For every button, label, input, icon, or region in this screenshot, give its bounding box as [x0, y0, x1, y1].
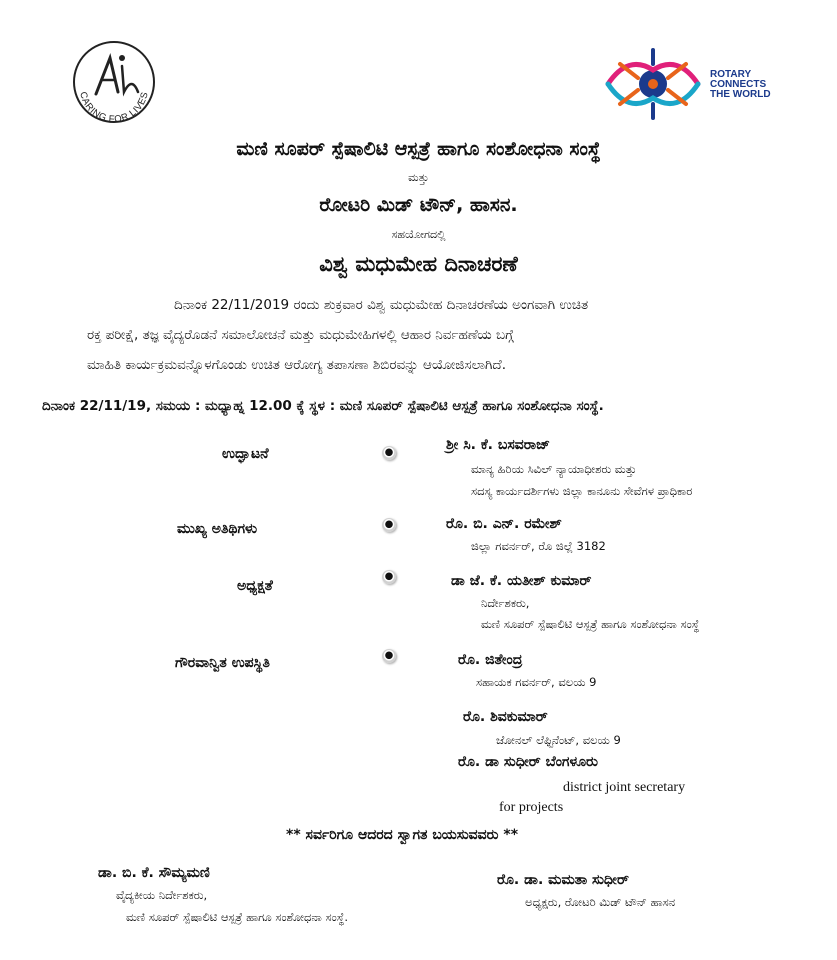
rotary-logo [598, 44, 778, 124]
role-label-honored: ಗೌರವಾನ್ವಿತ ಉಪಸ್ಥಿತಿ [175, 655, 270, 671]
role-name-chief-guest: ರೊ. ಬಿ. ಎನ್. ರಮೇಶ್ [446, 516, 562, 532]
guest-desc-sudheer-1: district joint secretary [563, 780, 686, 795]
and-text: ಮತ್ತು [408, 171, 429, 184]
role-desc-presidency-1: ನಿರ್ದೇಶಕರು, [481, 596, 530, 610]
role-name-honored: ರೊ. ಜಿತೇಂದ್ರ [458, 652, 523, 668]
guest-desc-sudheer-2: for projects [499, 800, 564, 815]
role-label-presidency: ಅಧ್ಯಕ್ಷತೆ [237, 578, 273, 594]
intro-line-2: ರಕ್ತ ಪರೀಕ್ಷೆ, ತಜ್ಞ ವೈದ್ಯರೊಡನೆ ಸಮಾಲೋಚನೆ ಮತ್ತು ಮಧುಮೇಹಿಗಳಲ್ಲಿ ಆಹಾರ ನಿರ್ವಹಣೆಯ ಬಗ್ಗೆ [87, 327, 514, 343]
role-name-inauguration: ಶ್ರೀ ಸಿ. ಕೆ. ಬಸವರಾಜ್ [446, 437, 551, 453]
guest-desc-shivakumar: ಜೋನಲ್ ಲೆಫ್ಟಿನೆಂಟ್, ವಲಯ 9 [496, 733, 621, 747]
event-title: ವಿಶ್ವ ಮಧುಮೇಹ ದಿನಾಚರಣೆ [319, 252, 518, 276]
bullet-icon [382, 570, 396, 584]
rotary-line-1: ROTARY [710, 69, 752, 80]
role-name-presidency: ಡಾ ಜೆ. ಕೆ. ಯತೀಶ್ ಕುಮಾರ್ [451, 573, 592, 589]
bullet-icon [382, 649, 396, 663]
rotary-line-2: CONNECTS [710, 79, 767, 90]
ai-monogram-icon [66, 36, 162, 132]
rotary-connects-icon [598, 44, 708, 124]
signatory-left-desc-2: ಮಣಿ ಸೂಪರ್ ಸ್ಪೆಷಾಲಿಟಿ ಆಸ್ಪತ್ರೆ ಹಾಗೂ ಸಂಶೋಧನಾ ಸಂಸ್ಥೆ. [126, 910, 349, 924]
intro-line-3: ಮಾಹಿತಿ ಕಾರ್ಯಕ್ರಮವನ್ನೊಳಗೊಂಡು ಉಚಿತ ಆರೋಗ್ಯ ತಪಾಸಣಾ ಶಿಬಿರವನ್ನು ಆಯೋಜಿಸಲಾಗಿದೆ. [87, 357, 506, 373]
role-desc-presidency-2: ಮಣಿ ಸೂಪರ್ ಸ್ಪೆಷಾಲಿಟಿ ಆಸ್ಪತ್ರೆ ಹಾಗೂ ಸಂಶೋಧನಾ ಸಂಸ್ಥೆ [481, 617, 700, 631]
logo-tagline: CARING FOR LIVES [77, 90, 151, 126]
rotary-line-3: THE WORLD [710, 89, 771, 100]
role-desc-inauguration-1: ಮಾನ್ಯ ಹಿರಿಯ ಸಿವಿಲ್ ನ್ಯಾಯಾಧೀಶರು ಮತ್ತು [471, 462, 637, 476]
signatory-left-name: ಡಾ. ಬಿ. ಕೆ. ಸೌಮ್ಯಮಣಿ [98, 865, 210, 881]
role-desc-honored-1: ಸಹಾಯಕ ಗವರ್ನರ್, ವಲಯ 9 [476, 675, 597, 689]
signatory-right-name: ರೊ. ಡಾ. ಮಮತಾ ಸುಧೀರ್ [497, 872, 629, 888]
schedule-line: ದಿನಾಂಕ 22/11/19, ಸಮಯ : ಮಧ್ಯಾಹ್ನ 12.00 ಕ್ಕೆ ಸ್ಥಳ : ಮಣಿ ಸೂಪರ್ ಸ್ಪೆಷಾಲಿಟಿ ಆಸ್ಪತ್ರೆ ಹಾಗೂ ಸಂಶೋಧನಾ ಸಂಸ್ಥೆ. [42, 398, 604, 414]
role-desc-chief-guest-1: ಜಿಲ್ಲಾ ಗವರ್ನರ್, ರೊ ಜಿಲ್ಲೆ 3182 [471, 539, 606, 553]
guest-name-shivakumar: ರೊ. ಶಿವಕುಮಾರ್ [463, 709, 548, 725]
welcome-line: ** ಸರ್ವರಿಗೂ ಆದರದ ಸ್ವಾಗತ ಬಯಸುವವರು ** [286, 827, 519, 843]
rotary-title: ರೋಟರಿ ಮಿಡ್ ಟೌನ್, ಹಾಸನ. [319, 194, 518, 216]
intro-line-1: ದಿನಾಂಕ 22/11/2019 ರಂದು ಶುಕ್ರವಾರ ವಿಶ್ವ ಮಧುಮೇಹ ದಿನಾಚರಣೆಯ ಅಂಗವಾಗಿ ಉಚಿತ [174, 297, 589, 313]
role-desc-inauguration-2: ಸದಸ್ಯ ಕಾರ್ಯದರ್ಶಿಗಳು ಜಿಲ್ಲಾ ಕಾನೂನು ಸೇವೆಗಳ ಪ್ರಾಧಿಕಾರ [471, 484, 693, 498]
signatory-left-desc-1: ವೈದ್ಯಕೀಯ ನಿರ್ದೇಶಕರು, [116, 888, 208, 902]
association-text: ಸಹಯೋಗದಲ್ಲಿ [391, 228, 446, 241]
role-label-inauguration: ಉದ್ಘಾಟನೆ [222, 446, 269, 462]
signatory-right-desc-1: ಅಧ್ಯಕ್ಷರು, ರೋಟರಿ ಮಿಡ್ ಟೌನ್ ಹಾಸನ [525, 895, 676, 909]
hospital-title: ಮಣಿ ಸೂಪರ್ ಸ್ಪೆಷಾಲಿಟಿ ಆಸ್ಪತ್ರೆ ಹಾಗೂ ಸಂಶೋಧನಾ ಸಂಸ್ಥೆ [236, 138, 601, 160]
svg-text:CARING FOR LIVES [77, 91, 151, 125]
role-label-chief-guest: ಮುಖ್ಯ ಅತಿಥಿಗಳು [177, 521, 258, 537]
bullet-icon [382, 446, 396, 460]
caring-for-lives-logo [66, 36, 162, 132]
guest-name-sudheer: ರೊ. ಡಾ ಸುಧೀರ್ ಬೆಂಗಳೂರು [458, 754, 598, 770]
bullet-icon [382, 518, 396, 532]
